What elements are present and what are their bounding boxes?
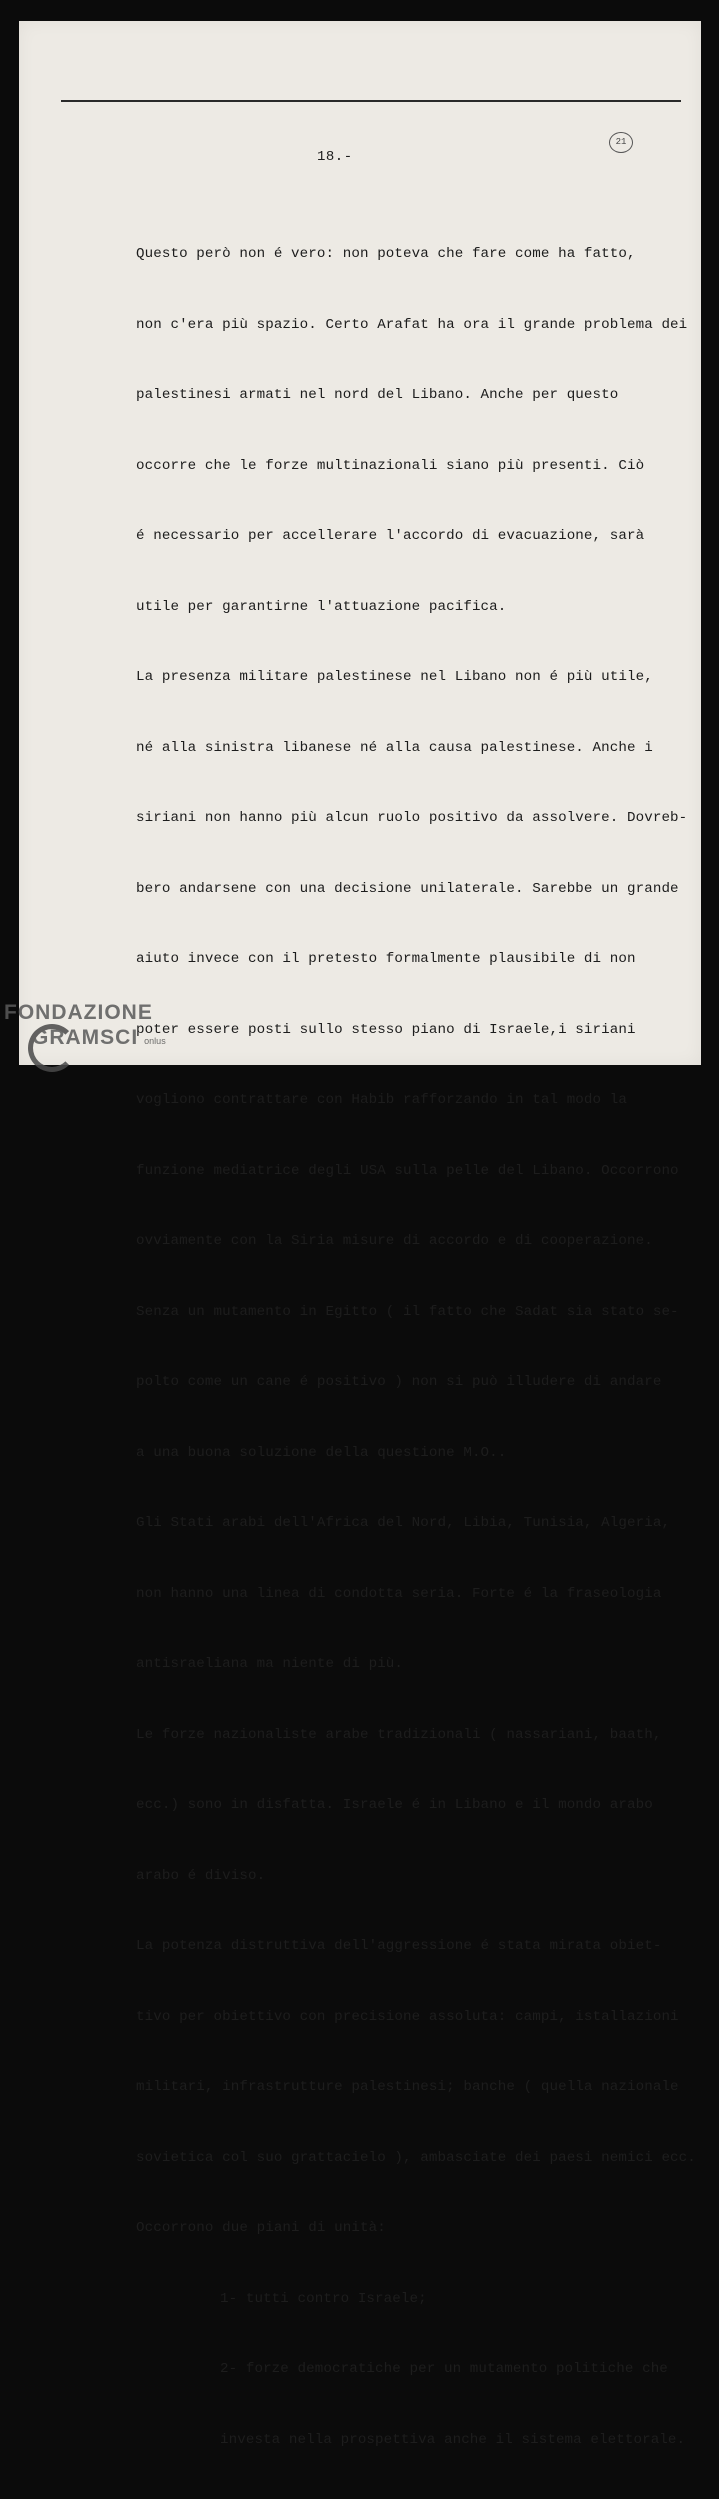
text-line: sovietica col suo grattacielo ), ambasciate dei paesi nemici ecc. [136,2149,696,2166]
text-line: Senza un mutamento in Egitto ( il fatto che Sadat sia stato se- [136,1303,679,1320]
text-line: Occorrono due piani di unità: [136,2220,386,2236]
watermark-line-2-text: GRAMSCI [32,1026,139,1049]
list-item: investa nella prospettiva anche il sistema elettorale. [220,2431,686,2448]
text-line: non hanno una linea di condotta seria. Forte é la fraseologia [136,1585,662,1602]
text-line: La potenza distruttiva dell'aggressione é stata mirata obiet- [136,1938,662,1954]
text-line: né alla sinistra libanese né alla causa palestinese. Anche i [136,739,653,756]
document-body [136,196,696,2499]
text-line: Questo però non é vero: non poteva che fare come ha fatto, [136,246,636,262]
text-line: ecc.) sono in disfatta. Israele é in Libano e il mondo arabo [136,1797,653,1813]
document-page [19,21,701,2448]
top-rule [61,100,681,102]
list-item: 2- forze democratiche per un mutamento politiche che [220,2361,668,2377]
text-line: palestinesi armati nel nord del Libano. Anche per questo [136,387,619,403]
text-line: poter essere posti sullo stesso piano di Israele,i siriani [136,1021,636,1038]
text-line: é necessario per accellerare l'accordo di evacuazione, sarà [136,528,645,544]
text-line: La presenza militare palestinese nel Libano non é più utile, [136,669,653,685]
text-line: Le forze nazionaliste arabe tradizionali ( nassariani, baath, [136,1726,662,1743]
text-line: non c'era più spazio. Certo Arafat ha ora il grande problema dei [136,316,688,333]
text-line: siriani non hanno più alcun ruolo positivo da assolvere. Dovreb- [136,810,688,826]
text-line: bero andarsene con una decisione unilaterale. Sarebbe un grande [136,880,679,897]
page-stamp: 21 [609,132,633,153]
text-line: polto come un cane é positivo ) non si può illudere di andare [136,1374,662,1390]
text-line: a una buona soluzione della questione M.O.. [136,1444,507,1461]
text-line: Gli Stati arabi dell'Africa del Nord, Libia, Tunisia, Algeria, [136,1515,671,1531]
text-line: ovviamente con la Siria misure di accordo e di cooperazione. [136,1233,653,1249]
text-line: utile per garantirne l'attuazione pacifica. [136,598,507,615]
text-line: tivo per obiettivo con precisione assoluta: campi, istallazioni [136,2008,679,2025]
text-line: vogliono contrattare con Habib rafforzando in tal modo la [136,1092,627,1108]
text-line: arabo é diviso. [136,1867,266,1884]
text-line: aiuto invece con il pretesto formalmente plausibile di non [136,951,636,967]
archive-watermark [4,1000,166,1053]
watermark-g-icon [28,1024,76,1072]
page-number: 18.- [317,149,353,165]
text-line: occorre che le forze multinazionali siano più presenti. Ciò [136,457,645,474]
watermark-line-1: FONDAZIONE [4,1001,153,1024]
list-item: 1- tutti contro Israele; [220,2290,427,2307]
text-line: militari, infrastrutture palestinesi; banche ( quella nazionale [136,2079,679,2095]
text-line: funzione mediatrice degli USA sulla pelle del Libano. Occorrono [136,1162,679,1179]
watermark-small-text: onlus [144,1036,166,1046]
text-line: antisraeliana ma niente di più. [136,1656,404,1672]
